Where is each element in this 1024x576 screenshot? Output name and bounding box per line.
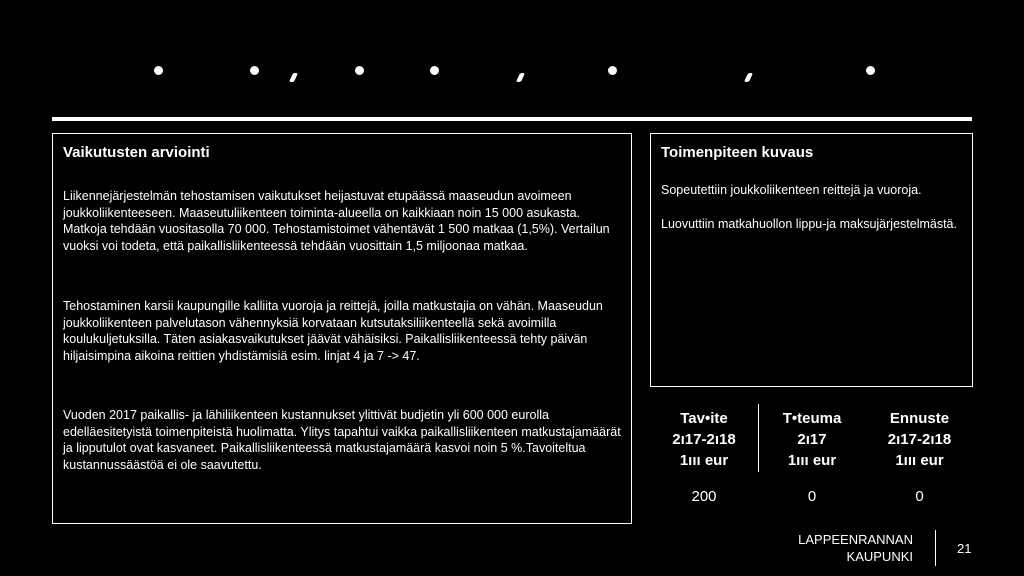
impact-paragraph-3: Vuoden 2017 paikallis- ja lähiliikenteen kustannukset ylittivät budjetin yli 600 000 eurolla edelläesitetyistä toimenpiteistä huolimatta. Ylitys tapahtui vaikka paikallisliikenteen matkustajamäärät ja lipputulot ovat kasvaneet. Paikallisliikenteessä matkustajamäärä kasvoi noin 5 %.Tavoiteltua kustannussäästöä ei ole saavutettu. (63, 408, 621, 472)
partial-title-glyphs (0, 62, 1024, 82)
column-forecast-period: 2ı17-2ı18 (887, 431, 952, 448)
impact-assessment-box (52, 133, 632, 524)
impact-paragraph-1: Liikennejärjestelmän tehostamisen vaikutukset heijastuvat etupäässä maaseudun avoimeen joukkoliikenteeseen. Maaseutuliikenteen toiminta-alueella on kaikkiaan noin 15 000 asukasta. Matkoja tehdään vuositasolla 70 000. Tehostamistoimet vähentävät 1 500 matkaa (1,5%). Vertailun vuoksi voi todeta, että paikallisliikenteessä tehdään vuosittain 1,5 miljoonaa matkaa. (63, 189, 610, 253)
page-number: 21 (957, 541, 972, 556)
measure-paragraph-2: Luovuttiin matkahuollon lippu-ja maksujärjestelmästä. (661, 217, 957, 231)
column-target-unit: 1ııı eur (679, 452, 729, 469)
column-actual-header: T•teuma (782, 410, 842, 427)
column-target (650, 408, 758, 471)
brand-line-2: KAUPUNKI (846, 549, 913, 564)
impact-assessment-title: Vaikutusten arviointi (63, 144, 210, 161)
city-logo-text (798, 531, 913, 565)
measure-description-title: Toimenpiteen kuvaus (661, 144, 814, 161)
column-actual-unit: 1ııı eur (787, 452, 837, 469)
column-forecast (866, 408, 973, 471)
impact-paragraph-2: Tehostaminen karsii kaupungille kalliita vuoroja ja reittejä, joilla matkustajia on vähän. Maaseudun joukkoliikenteen palvelutason vähennyksiä korvataan kutsutaksiliikenteellä sekä avoimilla koulukuljetuksilla. Täten asiakasvaikutukset jäävät vähäisiksi. Paikallisliikenteessä tehty päivän hiljaisimpina aikoina reittien yhdistämisiä esim. linjat 4 ja 7 -> 47. (63, 299, 603, 363)
column-target-header: Tav•ite (680, 410, 728, 427)
actual-value: 0 (807, 488, 817, 505)
target-value: 200 (691, 488, 717, 505)
header-rule (52, 117, 972, 121)
column-forecast-header: Ennuste (889, 410, 950, 427)
column-forecast-unit: 1ııı eur (895, 452, 944, 469)
column-actual-period: 2ı17 (797, 431, 827, 448)
measure-paragraph-1: Sopeutettiin joukkoliikenteen reittejä ja vuoroja. (661, 183, 922, 197)
measure-description-box (650, 133, 973, 387)
brand-line-1: LAPPEENRANNAN (798, 532, 913, 547)
column-actual (758, 408, 866, 471)
footer-divider (935, 530, 936, 566)
forecast-value: 0 (915, 488, 924, 505)
column-target-period: 2ı17-2ı18 (672, 431, 736, 448)
